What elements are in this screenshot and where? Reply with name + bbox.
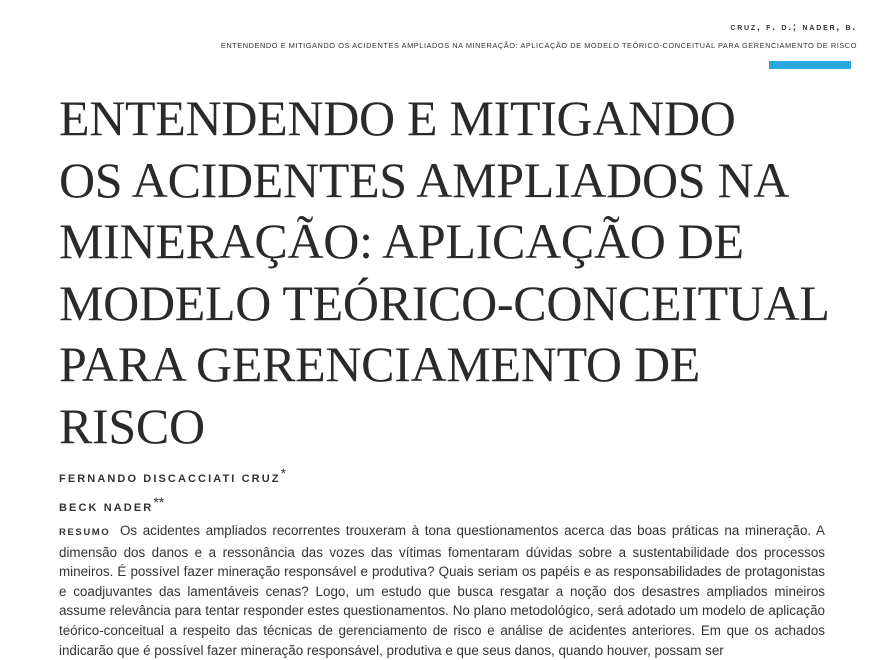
abstract-label: RESUMO bbox=[59, 527, 111, 538]
running-head-authors: cruz, f. d.; nader, b. bbox=[730, 22, 857, 33]
author-name: FERNANDO DISCACCIATI CRUZ bbox=[59, 473, 281, 485]
author-list bbox=[59, 462, 286, 520]
author bbox=[59, 491, 286, 520]
title-line: MODELO TEÓRICO-CONCEITUAL bbox=[59, 274, 830, 331]
title-line: ENTENDENDO E MITIGANDO bbox=[59, 90, 736, 146]
article-title bbox=[59, 88, 859, 457]
title-line: PARA GERENCIAMENTO DE bbox=[59, 336, 700, 392]
author-footnote-mark[interactable]: ** bbox=[153, 494, 165, 510]
accent-bar bbox=[769, 61, 851, 69]
title-line: MINERAÇÃO: APLICAÇÃO DE bbox=[59, 213, 744, 269]
author-footnote-mark[interactable]: * bbox=[280, 465, 287, 481]
title-line: RISCO bbox=[59, 397, 205, 454]
author bbox=[59, 462, 286, 491]
running-head-title: ENTENDENDO E MITIGANDO OS ACIDENTES AMPLIADOS NA MINERAÇÃO: APLICAÇÃO DE MODELO TEÓRICO-CONCEITUAL PARA GERENCIAMENTO DE RISCO bbox=[220, 41, 857, 50]
abstract bbox=[59, 521, 825, 660]
running-head bbox=[221, 22, 857, 50]
abstract-text: Os acidentes ampliados recorrentes trouxeram à tona questionamentos acerca das boas práticas na mineração. A dimensão dos danos e a ressonância das vozes das vítimas fomentaram dúvidas sobre a sustentabilidade dos processos mineiros. É possível fazer mineração responsável e produtiva? Quais seriam os papéis e as responsabilidades de protagonistas e coadjuvantes das lamentáveis cenas? Logo, um estudo que busca resgatar a noção dos desastres ampliados mineiros assume relevância para tentar responder estes questionamentos. No plano metodológico, será adotado um modelo de aplicação teórico-conceitual a respeito das técnicas de gerenciamento de risco e análise de acidentes anteriores. Em que os achados indicarão que é possível fazer mineração responsável, produtiva e que seus danos, quando houver, possam ser bbox=[59, 523, 825, 658]
title-line: OS ACIDENTES AMPLIADOS NA bbox=[59, 151, 790, 208]
author-name: BECK NADER bbox=[59, 502, 154, 514]
